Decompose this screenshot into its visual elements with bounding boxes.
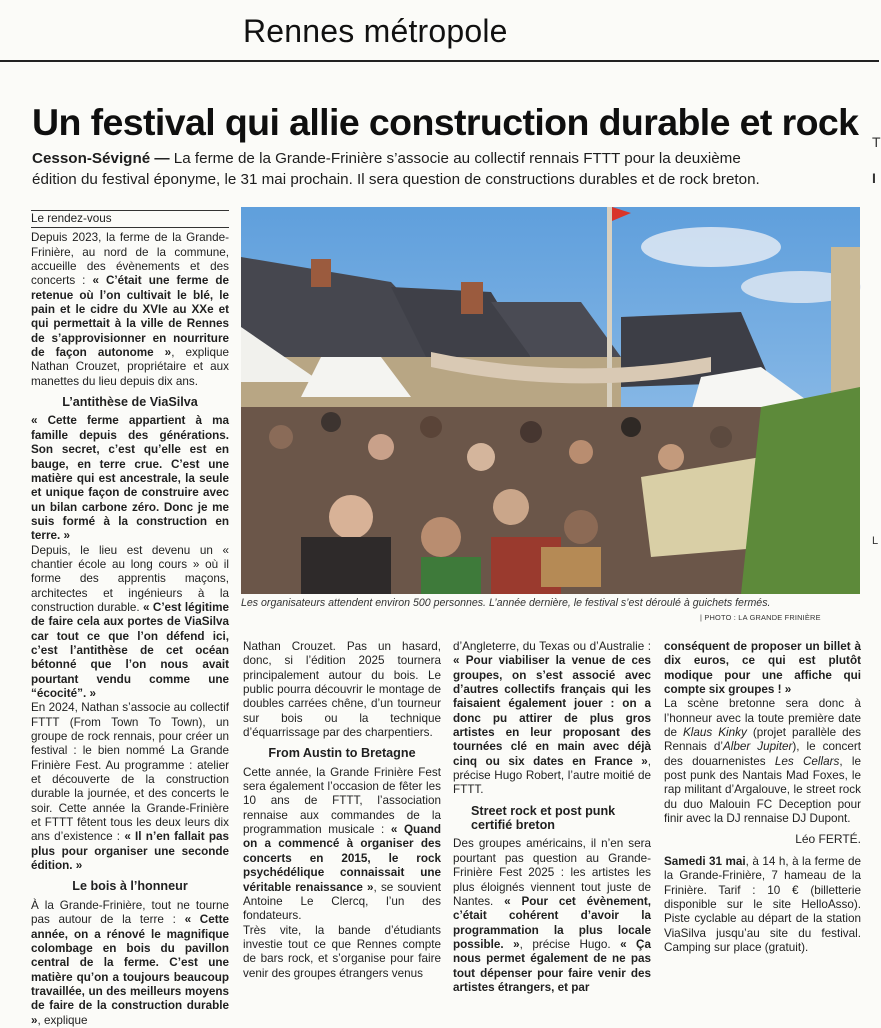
column-2 xyxy=(243,640,441,981)
adjacent-article-fragment: T xyxy=(872,134,881,150)
author-signature: Léo FERTÉ. xyxy=(795,832,861,847)
jacket xyxy=(421,557,481,594)
article-headline: Un festival qui allie construction durable et rock xyxy=(32,101,859,143)
chimney xyxy=(311,259,331,287)
paragraph: Nathan Crouzet. Pas un hasard, donc, si l’édition 2025 tournera principalement autour du bois. Le public pourra découvrir le montage de doubles carrées chêne, d’un tourneur sur bois ou la technique d’équarrissage par des charpentiers. xyxy=(243,640,441,740)
paragraph: En 2024, Nathan s’associe au collectif FTTT (From Town To Town), un groupe de rock rennais, pour créer un festival : le bien nommé La Grande Frinière Fest. Au programme : atelier et découverte de la construction durable la journée, et des concerts le soir. Cette année la Grande-Frinière et FTTT fêtent tous les deux leurs dix ans d’existence : « Il n’en fallait pas plus pour organiser une seconde édition. » xyxy=(31,701,229,873)
paragraph: Depuis, le lieu est devenu un « chantier école au long cours » où il forme des apprentis maçons, architectes et ingénieurs à la construction durable. « C’est légitime de faire cela aux portes de ViaSilva car tout ce que l’on défend ici, c’est l’antithèse de cet océan bétonné que l’on nous avait pourtant vendu comme une “écocité”. » xyxy=(31,543,229,700)
section-label: Le rendez-vous xyxy=(31,210,229,228)
subheading: L’antithèse de ViaSilva xyxy=(62,395,198,410)
column-1 xyxy=(31,210,229,1028)
paragraph: d’Angleterre, du Texas ou d’Australie : « Pour viabiliser la venue de ces groupes, on s’est associé avec d’autres collectifs français qui les faisaient également jouer : on a donc pu attirer de plus gros artistes en leur proposant des tournées clé en main avec déjà cinq ou six dates en France », précise Hugo Robert, l’autre moitié de FTTT. xyxy=(453,640,651,797)
jacket xyxy=(301,537,391,594)
photo-caption: Les organisateurs attendent environ 500 personnes. L’année dernière, le festival s’est déroulé à guichets fermés. xyxy=(241,597,771,609)
column-3 xyxy=(453,640,651,995)
column-4 xyxy=(664,640,861,955)
lead-text: La ferme de la Grande-Frinière s’associe au collectif rennais FTTT pour la deuxième édition du festival éponyme, le 31 mai prochain. Il sera question de constructions durables et de rock breton. xyxy=(32,150,760,188)
cloud xyxy=(641,227,781,267)
paragraph: « Cette ferme appartient à ma famille depuis des générations. Son secret, c’est qu’elle est en bauge, en terre crue. C’est une matière qui est ancestrale, la seule et unique façon de construire avec un bilan carbone zéro. Donc je me suis formé à la construction en terre. » xyxy=(31,414,229,543)
paragraph: Depuis 2023, la ferme de la Grande-Frinière, au nord de la commune, accueille des évènements et des concerts : « C’était une ferme de retenue où l’on cultivait le blé, le pain et le cidre du XVIe au XXe et qui permettait à la ville de Rennes de s’approvisionner en nourriture de façon autonome », explique Nathan Crouzet, propriétaire et aux manettes du lieu depuis dix ans. xyxy=(31,231,229,388)
adjacent-article-fragment: I xyxy=(872,170,876,186)
adjacent-article-fragment: L xyxy=(872,535,879,547)
practical-info: Samedi 31 mai, à 14 h, à la ferme de la Grande-Frinière, 7 hameau de la Frinière. Tarif : 10 € (billetterie disponible sur le site HelloAsso). Piste cyclable au départ de la station ViaSilva jusqu’au site du festival. Camping sur place (gratuit). xyxy=(664,854,861,954)
chimney xyxy=(461,282,483,314)
paragraph: La scène bretonne sera donc à l’honneur avec la toute première date de Klaus Kinky (projet parallèle des Rennais d’Alber Jupiter), le concert des douarnenistes Les Cellars, le post punk des Nantais Mad Foxes, le rap militant d’Argalouve, le street rock du duo Malouin FC Deception pour finir avec la DJ rennaise DJ Dupont. xyxy=(664,697,862,826)
section-title: Rennes métropole xyxy=(243,13,508,49)
photo-credit: | PHOTO : LA GRANDE FRINIÈRE xyxy=(700,613,821,622)
wooden-pallet xyxy=(541,547,601,587)
subheading: Le bois à l’honneur xyxy=(72,879,188,894)
article-lead xyxy=(32,148,772,190)
festival-photo xyxy=(241,207,860,594)
paragraph: Cette année, la Grande Frinière Fest sera également l’occasion de fêter les 10 ans de FTTT, l’association rennaise aux commandes de la programmation musicale : « Quand on a commencé à organiser des concerts en 2015, le rock psychédélique connaissait une véritable renaissance », se souvient Antoine Le Clercq, l’un des fondateurs. xyxy=(243,765,441,923)
subheading: From Austin to Bretagne xyxy=(268,746,416,761)
paragraph: Très vite, la bande d’étudiants investie tout ce que Rennes compte de bars rock, et s’organise pour faire venir des groupes étrangers venus xyxy=(243,923,441,980)
dateline: Cesson-Sévigné — xyxy=(32,150,170,167)
section-banner xyxy=(0,0,879,62)
paragraph: À la Grande-Frinière, tout ne tourne pas autour de la terre : « Cette année, on a rénové le magnifique colombage en bois du pavillon central de la ferme. C’est une matière qu’on a toujours beaucoup travaillée, un des meilleurs moyens de faire de la construction durable », explique xyxy=(31,898,229,1027)
subheading: Street rock et post punk certifié breton xyxy=(471,803,616,833)
paragraph: conséquent de proposer un billet à dix euros, ce qui est plutôt modique pour une affiche qui compte six groupes ! » xyxy=(664,640,861,697)
paragraph: Des groupes américains, il n’en sera pourtant pas question au Grande-Frinière Fest 2025 : les artistes les plus éloignés viennent tout juste de Nantes. « Pour cet évènement, c’était cohérent d’avoir la programmation la plus locale possible. », précise Hugo. « Ça nous permet également de ne pas tout dépenser pour faire venir des artistes étrangers, et par xyxy=(453,837,651,994)
